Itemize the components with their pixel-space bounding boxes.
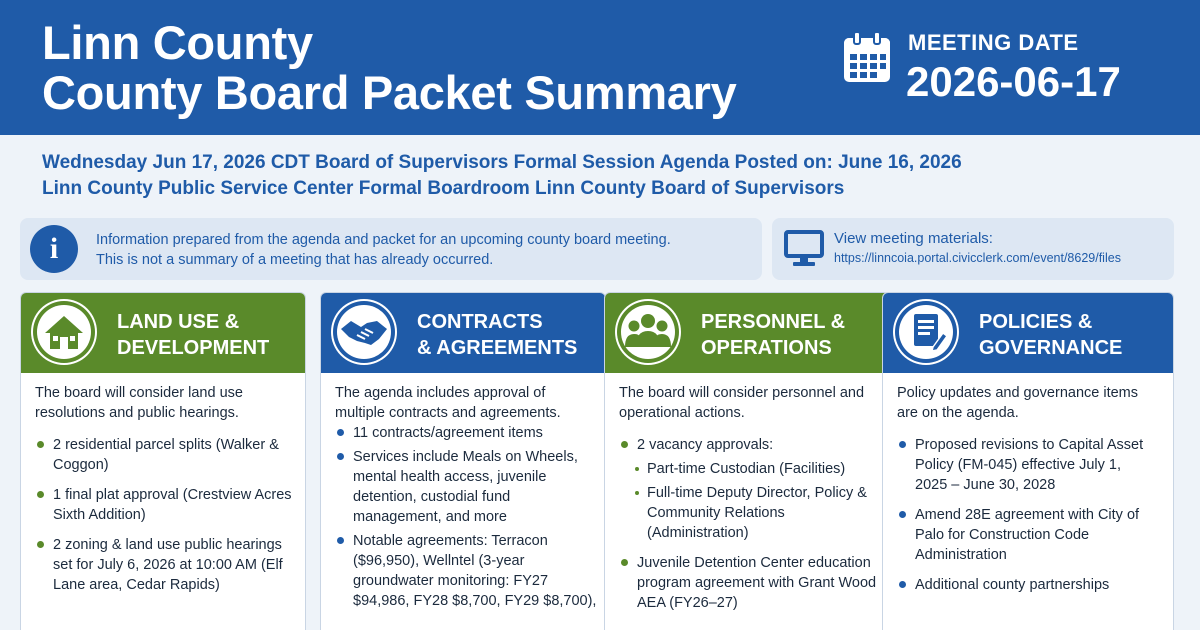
materials-label: View meeting materials: <box>834 230 993 247</box>
people-icon <box>615 299 681 365</box>
title-line-2: County Board Packet Summary <box>42 66 737 119</box>
house-icon <box>31 299 97 365</box>
info-icon: i <box>30 225 78 273</box>
list-item: Amend 28E agreement with City of Palo for Construction Code Administration <box>897 505 1149 565</box>
info-notice <box>20 218 762 280</box>
list-item: 1 final plat approval (Crestview Acres Sixth Addition) <box>35 485 301 525</box>
meeting-date-value: 2026-06-17 <box>906 58 1121 105</box>
card-personnel <box>604 292 890 630</box>
card-title <box>701 309 845 361</box>
info-line-2: This is not a summary of a meeting that has already occurred. <box>96 252 494 268</box>
card-intro: The board will consider personnel and operational actions. <box>619 385 865 421</box>
card-list <box>619 435 885 623</box>
sub-list <box>637 459 885 543</box>
list-item: 11 contracts/agreement items <box>335 423 601 443</box>
calendar-icon <box>842 30 892 84</box>
card-header <box>321 293 605 373</box>
card-title-line-2: DEVELOPMENT <box>117 337 270 359</box>
card-title-line-1: CONTRACTS <box>417 311 543 333</box>
card-policies <box>882 292 1174 630</box>
subtitle-line-1: Wednesday Jun 17, 2026 CDT Board of Supervisors Formal Session Agenda Posted on: June 16, 2026 <box>42 152 962 173</box>
card-title-line-1: PERSONNEL & <box>701 311 846 333</box>
sub-list-item: Part-time Custodian (Facilities) <box>633 459 885 479</box>
list-item: 2 residential parcel splits (Walker & Coggon) <box>35 435 301 475</box>
card-header <box>21 293 305 373</box>
card-contracts <box>320 292 606 630</box>
list-item <box>619 435 885 543</box>
monitor-icon <box>784 230 824 268</box>
list-item-text: 2 vacancy approvals: <box>637 437 774 453</box>
materials-link-box[interactable] <box>772 218 1174 280</box>
card-title-line-2: OPERATIONS <box>701 337 832 359</box>
info-line-1: Information prepared from the agenda and packet for an upcoming county board meeting. <box>96 232 671 248</box>
handshake-icon <box>331 299 397 365</box>
card-intro: The board will consider land use resolutions and public hearings. <box>35 385 243 421</box>
subtitle-line-2: Linn County Public Service Center Formal Boardroom Linn County Board of Supervisors <box>42 178 845 199</box>
card-list <box>35 435 301 605</box>
card-title-line-2: GOVERNANCE <box>979 337 1123 359</box>
card-title <box>417 309 577 361</box>
card-intro: Policy updates and governance items are on the agenda. <box>897 385 1139 421</box>
document-icon <box>893 299 959 365</box>
sub-list-item: Full-time Deputy Director, Policy & Community Relations (Administration) <box>633 483 885 543</box>
card-title-line-1: POLICIES & <box>979 311 1093 333</box>
card-title <box>117 309 269 361</box>
card-list <box>897 435 1149 605</box>
meeting-date-label: MEETING DATE <box>908 30 1079 55</box>
card-intro: The agenda includes approval of multiple contracts and agreements. <box>335 385 561 421</box>
title-line-1: Linn County <box>42 16 313 69</box>
list-item: Additional county partnerships <box>897 575 1149 595</box>
meeting-date-box <box>842 28 1182 118</box>
page-title <box>42 18 737 118</box>
meeting-subtitle <box>42 150 962 202</box>
info-text <box>96 230 671 270</box>
list-item: Proposed revisions to Capital Asset Policy (FM-045) effective July 1, 2025 – June 30, 2028 <box>897 435 1149 495</box>
list-item: Juvenile Detention Center education program agreement with Grant Wood AEA (FY26–27) <box>619 553 885 613</box>
card-title-line-2: & AGREEMENTS <box>417 337 578 359</box>
card-title <box>979 309 1122 361</box>
list-item: 2 zoning & land use public hearings set for July 6, 2026 at 10:00 AM (Elf Lane area, Cedar Rapids) <box>35 535 301 595</box>
card-land-use <box>20 292 306 630</box>
card-header <box>883 293 1173 373</box>
card-header <box>605 293 889 373</box>
header-banner <box>0 0 1200 135</box>
list-item: Notable agreements: Terracon ($96,950), Wellntel (3-year groundwater monitoring: FY27 $94,986, FY28 $8,700, FY29 $8,700), <box>335 531 601 611</box>
card-title-line-1: LAND USE & <box>117 311 240 333</box>
list-item: Services include Meals on Wheels, mental health access, juvenile detention, custodial fund management, and more <box>335 447 601 527</box>
card-list <box>335 423 601 621</box>
materials-link[interactable]: https://linncoia.portal.civicclerk.com/event/8629/files <box>834 251 1121 265</box>
